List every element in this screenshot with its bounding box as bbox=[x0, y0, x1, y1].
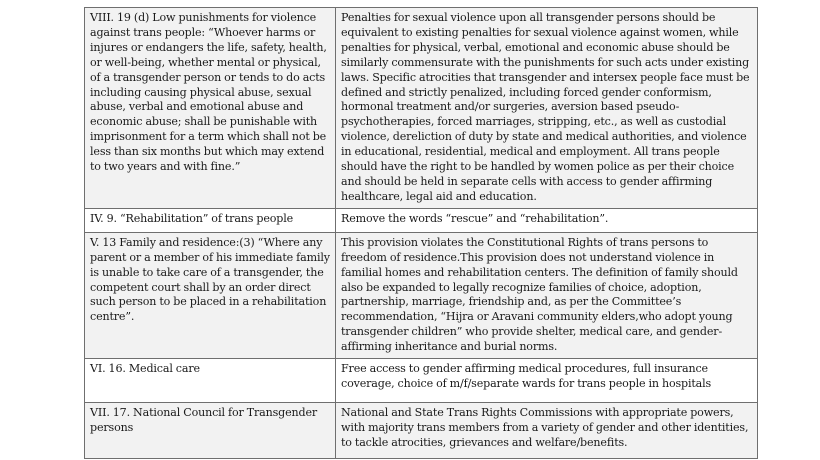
provision-cell bbox=[85, 359, 336, 403]
recommendation-text: Remove the words “rescue” and “rehabilitation”. bbox=[341, 211, 609, 225]
recommendation-text: Free access to gender affirming medical procedures, full insurance coverage, choice of m/f/separate wards for trans people in hospitals bbox=[341, 362, 712, 390]
table-row bbox=[85, 403, 758, 459]
recommendation-text: National and State Trans Rights Commissions with appropriate powers, with majority trans members from a variety of gender and other identities, to tackle atrocities, grievances and welfare/benefits. bbox=[341, 406, 749, 449]
table-row bbox=[85, 208, 758, 232]
provision-cell bbox=[85, 403, 336, 459]
recommendation-cell bbox=[336, 359, 758, 403]
provision-cell bbox=[85, 208, 336, 232]
recommendation-cell bbox=[336, 232, 758, 358]
recommendation-text: This provision violates the Constitutional Rights of trans persons to freedom of residence.This provision does not understand violence in familial homes and rehabilitation centers. The definition of family should also be expanded to legally recognize families of choice, adoption, partnership, marriage, friendship and, as per the Committee’s recommendation, “Hijra or Aravani community elders,who adopt young transgender children” who provide shelter, medical care, and gender-affirming inheritance and burial norms. bbox=[341, 235, 738, 354]
table-row bbox=[85, 232, 758, 358]
recommendation-cell bbox=[336, 8, 758, 209]
table-row bbox=[85, 8, 758, 209]
provision-cell bbox=[85, 232, 336, 358]
recommendation-cell bbox=[336, 403, 758, 459]
recommendations-table bbox=[84, 7, 758, 459]
provision-text: VII. 17. National Council for Transgender persons bbox=[90, 406, 318, 434]
recommendation-cell bbox=[336, 208, 758, 232]
table-row bbox=[85, 359, 758, 403]
recommendation-text: Penalties for sexual violence upon all transgender persons should be equivalent to existing penalties for sexual violence against women, while penalties for physical, verbal, emotional and economic abuse should be similarly commensurate with the punishments for such acts under existing laws. Specific atrocities that transgender and intersex people face must be defined and strictly penalized, including forced gender conformism, hormonal treatment and/or surgeries, aversion based pseudo-psychotherapies, forced marriages, stripping, etc., as well as custodial violence, dereliction of duty by state and medical authorities, and violence in educational, residential, medical and employment. All trans people should have the right to be handled by women police as per their choice and should be held in separate cells with access to gender affirming healthcare, legal aid and education. bbox=[341, 11, 750, 203]
provision-text: VI. 16. Medical care bbox=[90, 362, 200, 376]
provision-text: V. 13 Family and residence:(3) “Where any parent or a member of his immediate family is unable to take care of a transgender, the competent court shall by an order direct such person to be placed in a rehabilitation centre”. bbox=[90, 235, 330, 324]
provision-text: IV. 9. “Rehabilitation” of trans people bbox=[90, 211, 294, 225]
provision-cell bbox=[85, 8, 336, 209]
provision-text: VIII. 19 (d) Low punishments for violence against trans people: “Whoever harms or injures or endangers the life, safety, health, or well-being, whether mental or physical, of a transgender person or tends to do acts including causing physical abuse, sexual abuse, verbal and emotional abuse and economic abuse; shall be punishable with imprisonment for a term which shall not be less than six months but which may extend to two years and with fine.” bbox=[90, 11, 327, 174]
